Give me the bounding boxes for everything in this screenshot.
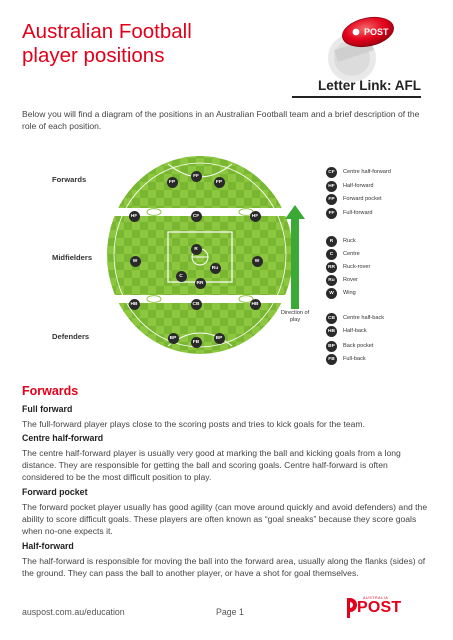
logo-small-text: AUSTRALIA [363, 596, 389, 600]
legend-code: BP [326, 341, 337, 352]
section-forward-pocket [22, 486, 432, 537]
position-marker: HF [250, 211, 261, 222]
legend-code: HB [326, 326, 337, 337]
section-heading: Forward pocket [22, 487, 88, 497]
title-line-1: Australian Football [22, 20, 192, 43]
legend-label: Ruck [343, 238, 356, 244]
legend-code: FB [326, 354, 337, 365]
position-marker: FP [214, 177, 225, 188]
legend-item [326, 261, 446, 273]
section-heading: Centre half-forward [22, 433, 104, 443]
section-heading: Full forward [22, 404, 73, 414]
legend-label: Full-back [343, 356, 366, 362]
legend-item [326, 235, 446, 247]
legend-item [326, 340, 446, 352]
position-marker: BP [214, 333, 225, 344]
section-text: The half-forward is responsible for moving the ball into the forward area, usually along the flanks (sides) of the ground. They can pass the ball to another player, or have a shot for goal themselves. [22, 556, 426, 578]
legend-item [326, 248, 446, 260]
legend-item [326, 180, 446, 192]
legend-code: FF [326, 208, 337, 219]
position-marker: RR [195, 278, 206, 289]
position-marker: W [130, 256, 141, 267]
logo-word: POST [357, 599, 402, 616]
position-marker: HB [129, 299, 140, 310]
legend-item [326, 274, 446, 286]
letter-link-rule [292, 96, 421, 98]
legend-code: C [326, 249, 337, 260]
position-marker: CB [191, 299, 202, 310]
page-title [22, 20, 192, 68]
legend-code: RR [326, 262, 337, 273]
direction-arrow-icon [285, 205, 305, 309]
football-badge-icon [320, 10, 420, 88]
position-marker: C [176, 271, 187, 282]
section-heading: Half-forward [22, 541, 74, 551]
legend-label: Centre half-forward [343, 169, 391, 175]
section-text: The centre half-forward player is usually very good at marking the ball and kicking goals from a long distance. They are responsible for getting the ball and scoring goals. Centre half-forward is often considered to be the most difficult position to play. [22, 448, 401, 482]
badge-text: POST [364, 27, 389, 37]
row-label-forwards: Forwards [52, 175, 87, 184]
position-marker: FF [191, 171, 202, 182]
legend-code: R [326, 236, 337, 247]
post-logo-icon [343, 598, 357, 618]
direction-of-play-label: Direction of play [280, 310, 310, 323]
legend-label: Wing [343, 290, 356, 296]
afl-field-diagram [100, 150, 300, 360]
legend-label: Rover [343, 277, 358, 283]
legend-label: Half-back [343, 328, 367, 334]
legend-code: FP [326, 194, 337, 205]
section-half-forward [22, 540, 432, 579]
legend-item [326, 287, 446, 299]
position-marker: Ru [210, 263, 221, 274]
position-marker: BP [168, 333, 179, 344]
section-full-forward [22, 403, 432, 430]
legend-code: W [326, 288, 337, 299]
position-marker: FB [191, 337, 202, 348]
legend-code: CB [326, 313, 337, 324]
intro-paragraph: Below you will find a diagram of the positions in an Australian Football team and a brief description of the role of each position. [22, 109, 420, 131]
legend-label: Full-forward [343, 210, 373, 216]
legend-label: Half-forward [343, 183, 374, 189]
row-label-defenders: Defenders [52, 332, 90, 341]
legend-item [326, 193, 446, 205]
title-line-2: player positions [22, 44, 165, 67]
legend-label: Back pocket [343, 343, 374, 349]
position-marker: R [191, 244, 202, 255]
legend-label: Ruck-rover [343, 264, 371, 270]
page-number: Page 1 [216, 607, 244, 617]
legend-label: Centre half-back [343, 315, 385, 321]
legend-label: Forward pocket [343, 196, 382, 202]
position-marker: CF [191, 211, 202, 222]
row-label-midfielders: Midfielders [52, 253, 93, 262]
forwards-section-title: Forwards [22, 384, 79, 398]
legend-item [326, 312, 446, 324]
legend-code: HF [326, 181, 337, 192]
position-marker: FP [167, 177, 178, 188]
footer-url-link[interactable]: auspost.com.au/education [22, 607, 125, 617]
legend-item [326, 325, 446, 337]
legend-item [326, 207, 446, 219]
legend-label: Centre [343, 251, 360, 257]
position-marker: HF [129, 211, 140, 222]
position-marker: W [252, 256, 263, 267]
position-marker: HB [250, 299, 261, 310]
section-centre-half-forward [22, 432, 432, 483]
legend-item [326, 166, 446, 178]
legend-code: Ru [326, 275, 337, 286]
section-text: The forward pocket player usually has good agility (can move around quickly and avoid defenders) and the ability to score difficult goals. These players are often known as “goal sneaks” because they score goals when no-one expects it. [22, 502, 428, 536]
legend-item [326, 353, 446, 365]
section-text: The full-forward player plays close to the scoring posts and tries to kick goals for the team. [22, 419, 365, 429]
letter-link-heading: Letter Link: AFL [318, 78, 421, 93]
legend-code: CF [326, 167, 337, 178]
